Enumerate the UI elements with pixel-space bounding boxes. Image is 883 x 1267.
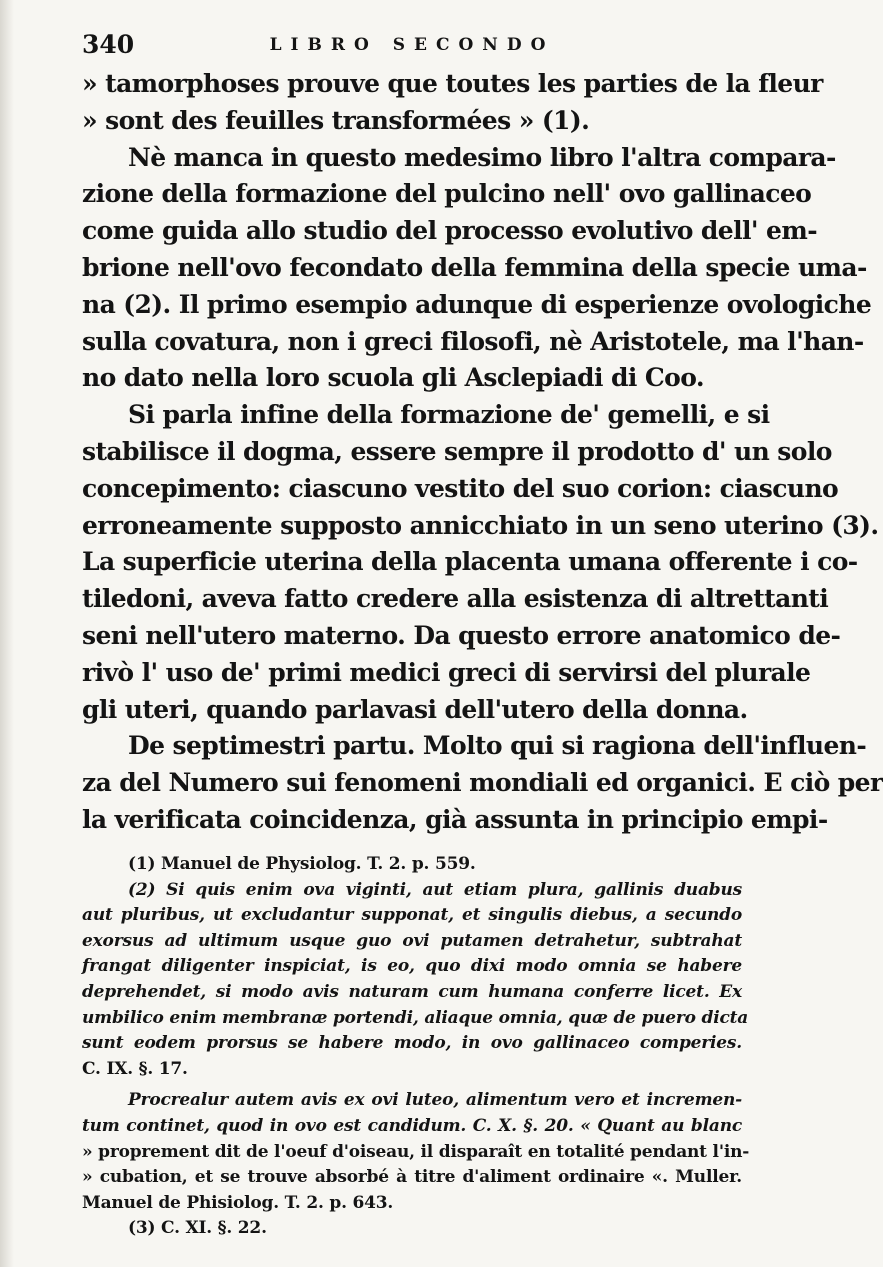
footnote-line: (1) Manuel de Physiolog. T. 2. p. 559. [128,854,476,874]
main-text [82,66,883,839]
footnote-line: » cubation, et se trouve absorbé à titre d'aliment ordinaire «. Muller. [82,1167,742,1188]
footnote-line: tum continet, quod in ovo est candidum. C. X. §. 20. « Quant au blanc [82,1115,742,1136]
page-number: 340 [82,30,135,59]
text-line: Nè manca in questo medesimo libro l'altra compara- [128,142,836,172]
text-line: no dato nella loro scuola gli Asclepiadi di Coo. [82,363,704,393]
footnote-line: (3) C. XI. §. 22. [128,1218,267,1239]
text-line: come guida allo studio del processo evolutivo dell' em- [82,216,817,246]
text-line: » tamorphoses prouve que toutes les parties de la fleur [82,69,823,98]
text-line: La superficie uterina della placenta umana offerente i co- [82,547,858,577]
page-gutter [0,0,14,1267]
footnote-line: deprehendet, si modo avis naturam cum humana conferre licet. Ex [82,981,742,1002]
text-line: gli uteri, quando parlavasi dell'utero della donna. [82,694,748,724]
text-line: stabilisce il dogma, essere sempre il prodotto d' un solo [82,436,832,466]
footnote-line: sunt eodem prorsus se habere modo, in ovo gallinaceo comperies. [82,1033,742,1054]
footnote-line: C. IX. §. 17. [82,1058,188,1079]
footnote-line: frangat diligenter inspiciat, is eo, quo dixi modo omnia se habere [82,956,742,977]
text-line: Si parla infine della formazione de' gemelli, e si [128,400,770,430]
text-line: » sont des feuilles transformées » (1). [82,105,590,135]
footnote-line: exorsus ad ultimum usque guo ovi putamen detrahetur, subtrahat [82,930,742,951]
text-line: sulla covatura, non i greci filosofi, nè Aristotele, ma l'han- [82,326,864,356]
text-line: la verificata coincidenza, già assunta in principio empi- [82,804,828,834]
footnote-line: (2) Si quis enim ova viginti, aut etiam plura, gallinis duabus [128,879,742,900]
text-line: rivò l' uso de' primi medici greci di servirsi del plurale [82,657,811,687]
footnotes [82,852,750,1242]
footnote-line: Procrealur autem avis ex ovi luteo, alimentum vero et incremen- [128,1090,742,1111]
footnote-line: umbilico enim membranæ portendi, aliaque omnia, quæ de puero dicta [82,1007,749,1028]
text-line: brione nell'ovo fecondato della femmina della specie uma- [82,252,867,282]
footnote-line: aut pluribus, ut excludantur supponat, et singulis diebus, a secundo [82,905,742,926]
text-line: De septimestri partu. Molto qui si ragiona dell'influen- [128,731,867,761]
text-line: za del Numero sui fenomeni mondiali ed organici. E ciò per [82,768,883,798]
footnote-line: » proprement dit de l'oeuf d'oiseau, il disparaît en totalité pendant l'in- [82,1141,750,1162]
text-line: concepimento: ciascuno vestito del suo corion: ciascuno [82,473,839,503]
text-line: na (2). Il primo esempio adunque di esperienze ovologiche [82,289,872,319]
footnote-line: Manuel de Phisiolog. T. 2. p. 643. [82,1192,394,1213]
text-line: erroneamente supposto annicchiato in un seno uterino (3). [82,510,879,540]
text-line: tiledoni, aveva fatto credere alla esistenza di altrettanti [82,584,829,614]
page-header [82,30,742,64]
text-line: zione della formazione del pulcino nell' ovo gallinaceo [82,179,812,209]
running-title: LIBRO SECONDO [269,35,555,55]
text-line: seni nell'utero materno. Da questo errore anatomico de- [82,620,841,650]
